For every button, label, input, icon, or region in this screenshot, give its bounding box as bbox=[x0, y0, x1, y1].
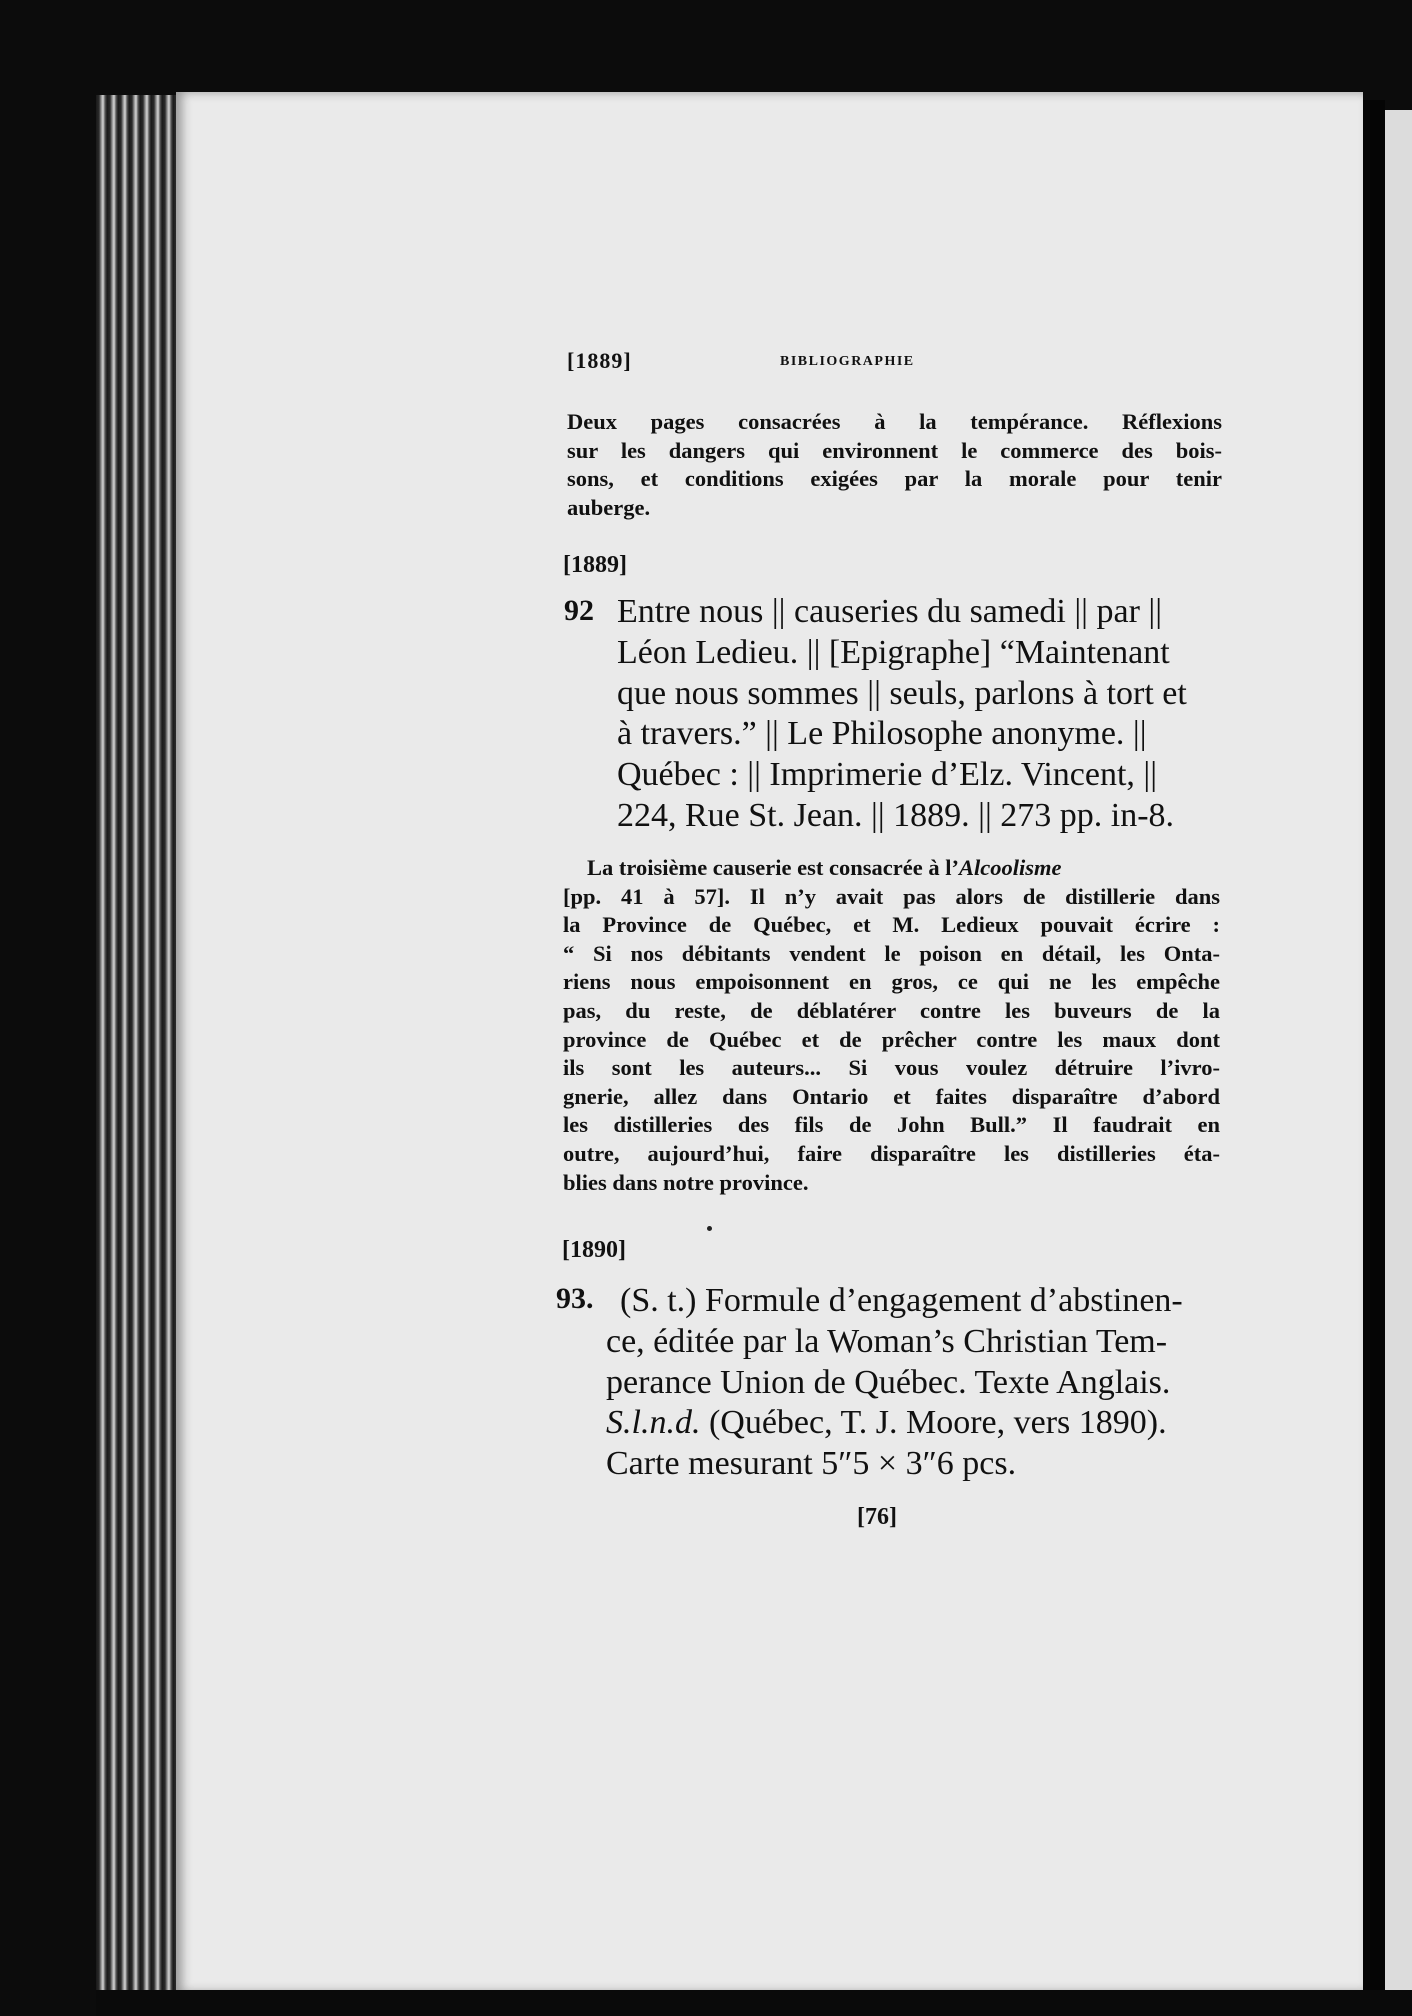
text-line: province de Québec et de prêcher contre les maux dont bbox=[563, 1026, 1220, 1052]
italic-abbrev: S.l.n.d. bbox=[606, 1404, 701, 1442]
text-line: ce, éditée par la Woman’s Christian Tem- bbox=[606, 1322, 1168, 1360]
text-line: (S. t.) Formule d’engagement d’abstinen- bbox=[620, 1282, 1183, 1319]
text-line: perance Union de Québec. Texte Anglais. bbox=[606, 1363, 1171, 1401]
book-spine-edge bbox=[96, 95, 188, 2000]
text-line: que nous sommes || seuls, parlons à tort et bbox=[617, 674, 1187, 712]
running-head-title: BIBLIOGRAPHIE bbox=[780, 354, 915, 369]
text-line: ils sont les auteurs... Si vous voulez détruire l’ivro- bbox=[563, 1055, 1220, 1081]
entry-92-title bbox=[617, 592, 1222, 837]
note-text: La troisième causerie est consacrée à l’ bbox=[587, 855, 959, 880]
entry-93-title bbox=[606, 1281, 1222, 1485]
text-line: “ Si nos débitants vendent le poison en détail, les Onta- bbox=[563, 940, 1220, 966]
text-line: blies dans notre province. bbox=[563, 1169, 809, 1195]
text-line: pas, du reste, de déblatérer contre les buveurs de la bbox=[563, 997, 1220, 1023]
text-line: auberge. bbox=[567, 494, 651, 520]
text-line: outre, aujourd’hui, faire disparaître les distilleries éta- bbox=[563, 1140, 1220, 1166]
text-line: 224, Rue St. Jean. || 1889. || 273 pp. in-8. bbox=[617, 796, 1175, 834]
text-line: sons, et conditions exigées par la morale pour tenir bbox=[567, 466, 1222, 492]
entry-number: 93. bbox=[556, 1282, 594, 1315]
text-line: Deux pages consacrées à la tempérance. Réflexions bbox=[567, 409, 1222, 434]
text-line bbox=[606, 1403, 1222, 1444]
text-line: Carte mesurant 5″5 × 3″6 pcs. bbox=[606, 1445, 1017, 1483]
page-number: [76] bbox=[857, 1504, 897, 1530]
facing-page-edge bbox=[1385, 110, 1412, 2000]
note-italic-term: Alcoolisme bbox=[958, 855, 1062, 880]
scan-bottom-border bbox=[96, 1990, 1412, 2016]
text-line: Léon Ledieu. || [Epigraphe] “Maintenant bbox=[617, 633, 1170, 671]
running-head-year: [1889] bbox=[567, 348, 632, 373]
text-line: à travers.” || Le Philosophe anonyme. || bbox=[617, 715, 1147, 753]
text-line: gnerie, allez dans Ontario et faites disparaître d’abord bbox=[563, 1083, 1220, 1109]
text-line: la Province de Québec, et M. Ledieux pouvait écrire : bbox=[563, 912, 1220, 938]
text-line: Entre nous || causeries du samedi || par || bbox=[617, 593, 1163, 630]
text-line: Québec : || Imprimerie d’Elz. Vincent, || bbox=[617, 756, 1158, 794]
entry-year: [1889] bbox=[563, 552, 627, 578]
entry-number: 92 bbox=[564, 594, 594, 627]
text-segment: (Québec, T. J. Moore, vers 1890). bbox=[700, 1404, 1167, 1442]
intro-paragraph bbox=[567, 408, 1222, 522]
text-line: sur les dangers qui environnent le commerce des bois- bbox=[567, 437, 1222, 463]
ink-speck bbox=[707, 1226, 712, 1231]
entry-year: [1890] bbox=[562, 1237, 626, 1263]
gutter-shadow bbox=[1363, 100, 1385, 2000]
text-line bbox=[563, 854, 1220, 883]
text-line: les distilleries des fils de John Bull.” Il faudrait en bbox=[563, 1112, 1220, 1138]
entry-92-note bbox=[563, 854, 1220, 1197]
text-line: riens nous empoisonnent en gros, ce qui ne les empêche bbox=[563, 969, 1220, 995]
text-line: [pp. 41 à 57]. Il n’y avait pas alors de distillerie dans bbox=[563, 883, 1220, 909]
